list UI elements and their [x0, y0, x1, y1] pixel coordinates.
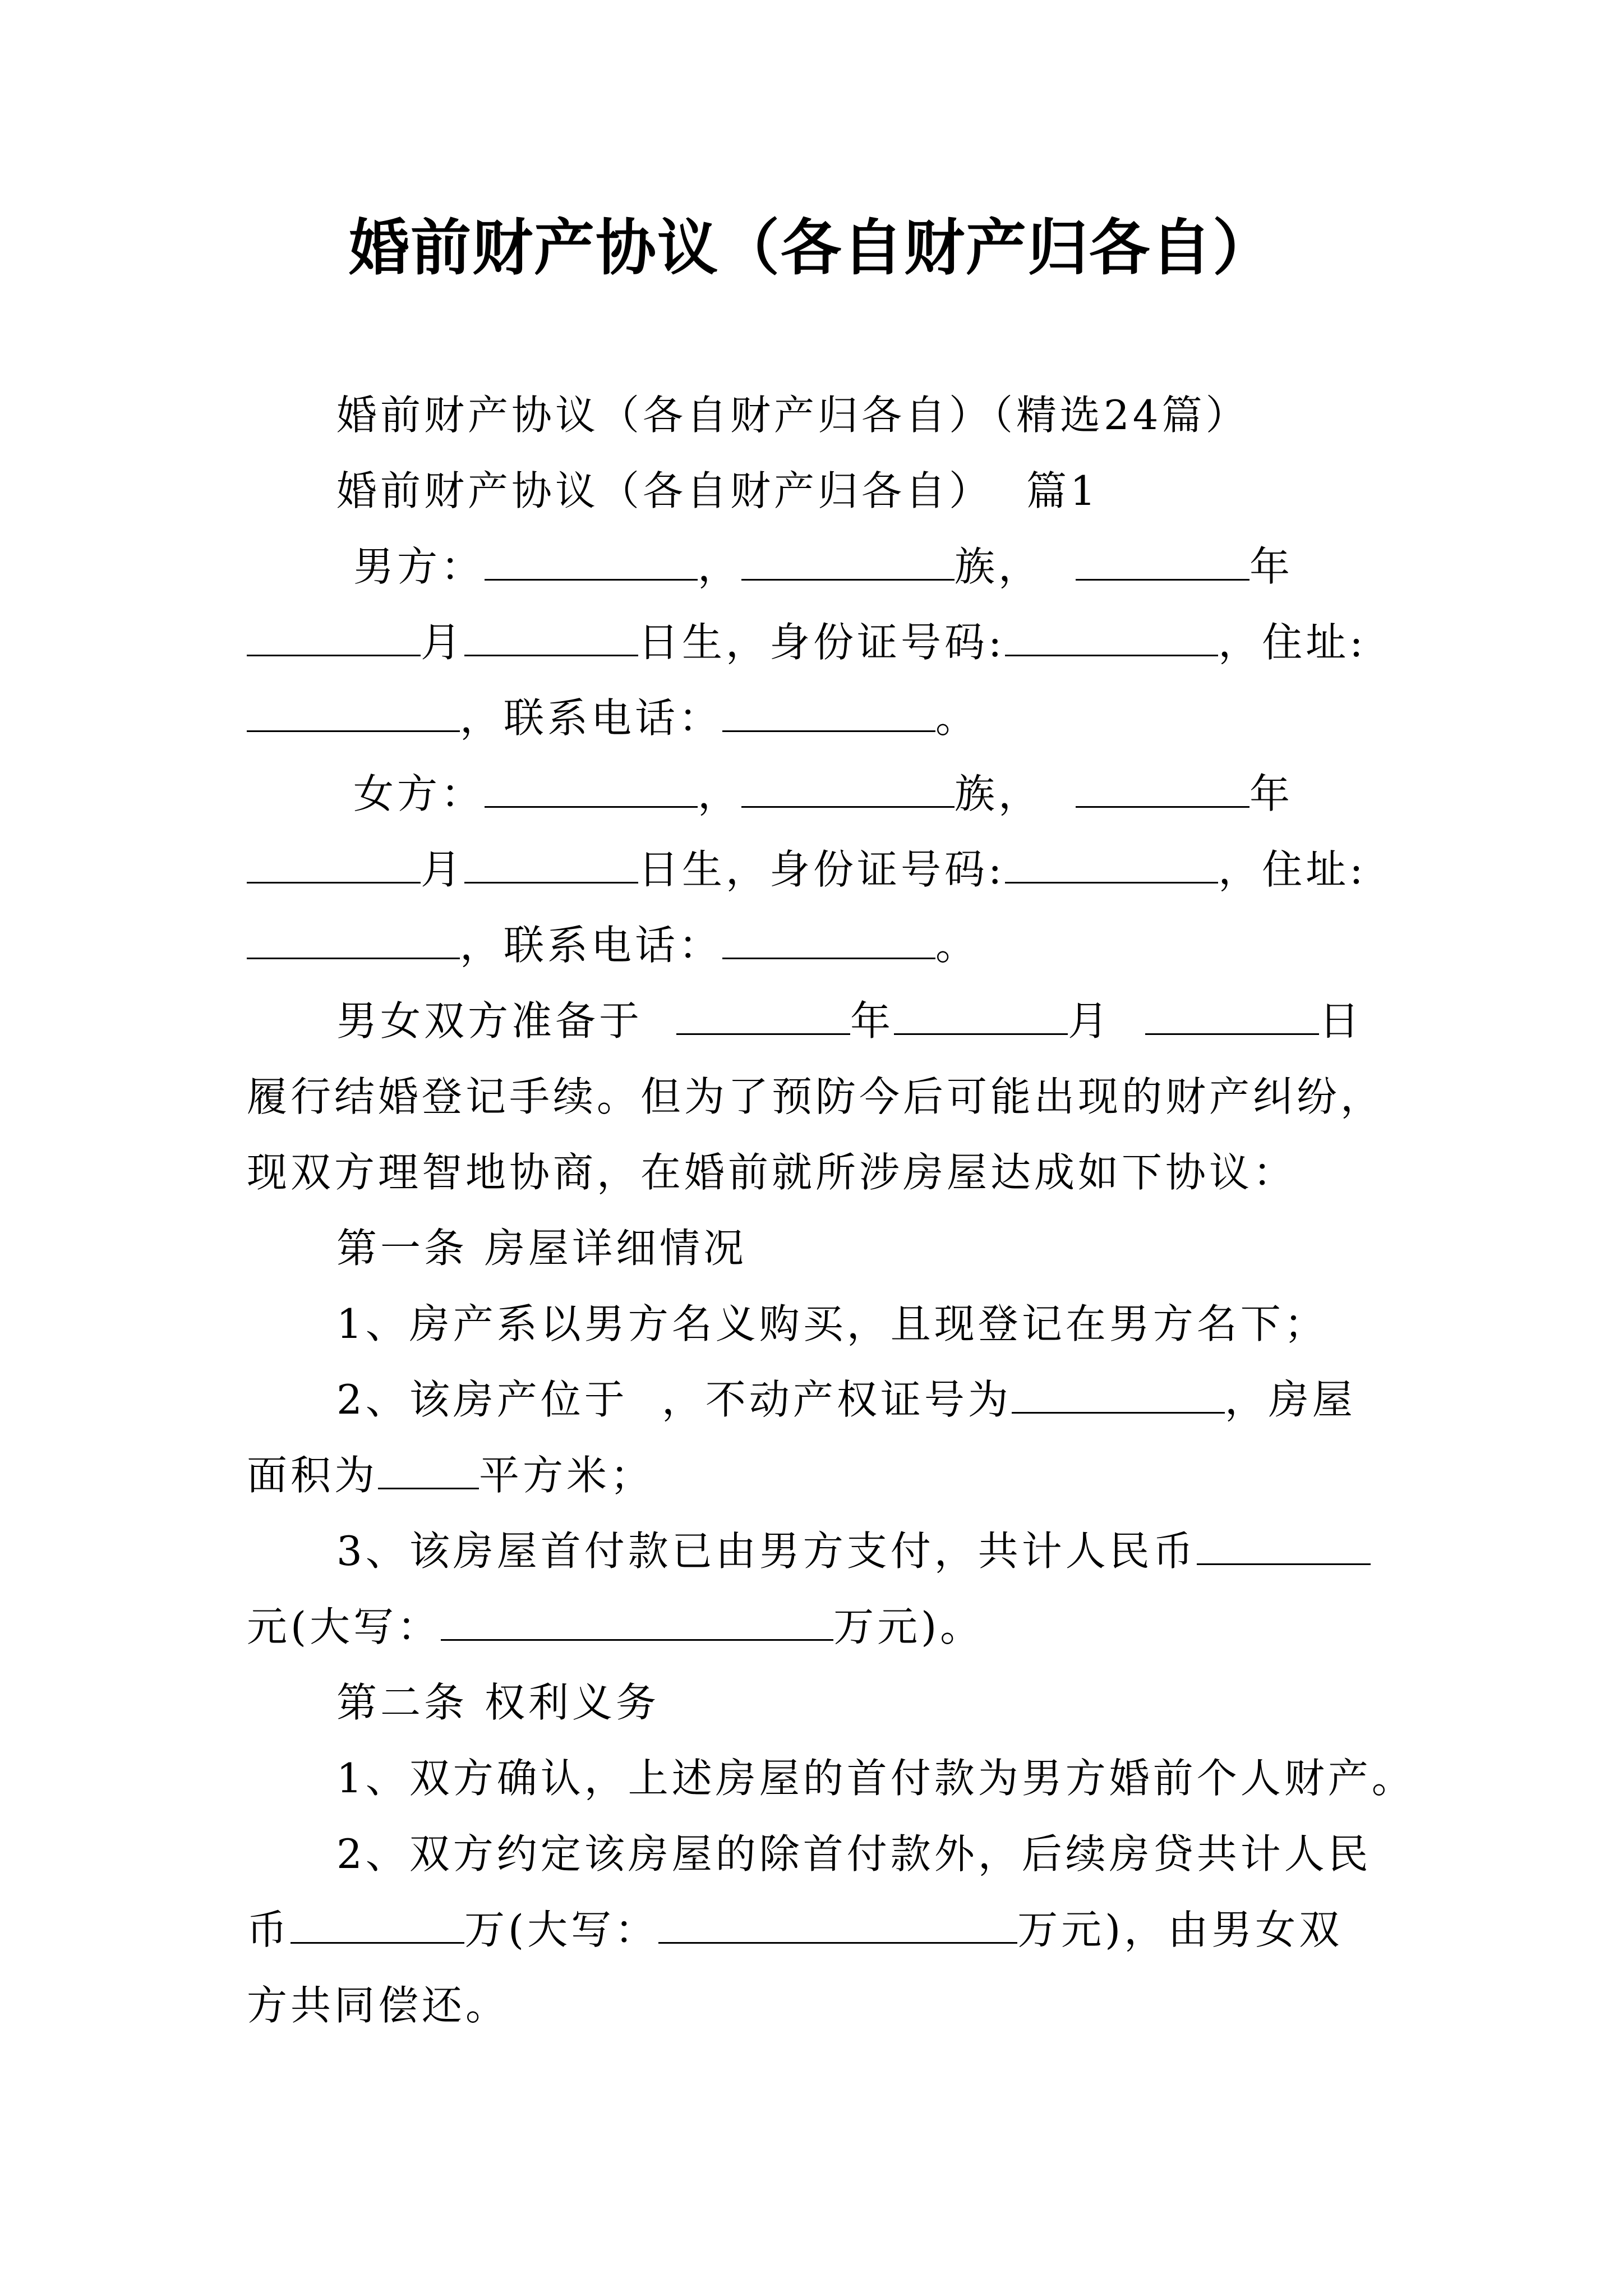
- male-year-blank: [1076, 544, 1249, 581]
- male-year-label: 年: [1249, 543, 1294, 590]
- female-year-label: 年: [1249, 770, 1294, 817]
- male-ethnic-blank: [741, 544, 955, 581]
- comma: ，: [698, 543, 742, 590]
- article-1-item-2-line-2: [247, 1447, 654, 1503]
- intro-year-label: 年: [850, 997, 895, 1045]
- female-phone-blank: [722, 923, 935, 959]
- loan-capital-label: 万(大写：: [464, 1906, 659, 1953]
- down-payment-label: 3、该房屋首付款已由男方支付，共计人民币: [336, 1527, 1197, 1575]
- loan-capital-blank: [658, 1907, 1017, 1944]
- area-unit: 平方米；: [479, 1452, 654, 1499]
- female-line-2: [247, 841, 1367, 898]
- female-label: 女方：: [353, 770, 485, 817]
- female-phone-label: ，联系电话：: [460, 922, 723, 969]
- intro-line-3: 现双方理智地协商，在婚前就所涉房屋达成如下协议：: [247, 1149, 1297, 1196]
- loan-amount-blank: [291, 1907, 464, 1944]
- period: 。: [935, 922, 980, 969]
- female-line-3: [247, 917, 979, 973]
- article-1-item-2-line-1: [336, 1372, 1356, 1428]
- document-title: 婚前财产协议（各自财产归各自）: [348, 213, 1274, 283]
- subtitle: 婚前财产协议（各自财产归各自）（精选24篇）: [336, 392, 1249, 439]
- article-2-item-1: 1、双方确认，上述房屋的首付款为男方婚前个人财产。: [336, 1755, 1415, 1802]
- male-line-2: [247, 614, 1367, 670]
- male-label: 男方：: [353, 543, 485, 590]
- intro-line-2: 履行结婚登记手续。但为了预防今后可能出现的财产纠纷，: [247, 1073, 1385, 1120]
- article-2-item-2-line-1: 2、双方约定该房屋的除首付款外，后续房贷共计人民: [336, 1830, 1372, 1878]
- item-2-cert-label: ，不动产权证号为: [661, 1376, 1012, 1423]
- male-address-label: ，住址:: [1218, 619, 1367, 666]
- male-line-3: [247, 690, 979, 746]
- female-month-blank: [247, 847, 421, 884]
- female-address-blank: [247, 923, 460, 959]
- capital-amount-label: 元(大写：: [247, 1603, 441, 1650]
- article-1-item-3-line-1: [336, 1523, 1371, 1579]
- female-id-blank: [1005, 847, 1218, 884]
- male-ethnic-label: 族，: [955, 543, 1043, 590]
- intro-day-blank: [1145, 999, 1319, 1035]
- down-payment-blank: [1197, 1529, 1371, 1565]
- female-line-1: [353, 766, 1293, 822]
- female-address-label: ，住址:: [1218, 846, 1367, 893]
- area-label: 面积为: [247, 1452, 379, 1499]
- male-address-blank: [247, 696, 460, 732]
- loan-capital-unit: 万元)，由男女双: [1017, 1906, 1343, 1953]
- female-month-label: 月: [421, 846, 465, 893]
- article-1-title: 房屋详细情况: [485, 1225, 748, 1272]
- male-month-label: 月: [421, 619, 465, 666]
- article-2-heading: [336, 1674, 660, 1731]
- female-day-blank: [464, 847, 638, 884]
- male-phone-label: ，联系电话：: [460, 694, 723, 742]
- intro-line-1: [336, 993, 1363, 1049]
- article-1-item-3-line-2: [247, 1599, 984, 1655]
- article-1-number: 第一条: [336, 1225, 468, 1272]
- section-heading: [336, 463, 1099, 519]
- female-born-label: 日生，身份证号码:: [638, 846, 1006, 893]
- area-blank: [378, 1453, 479, 1489]
- female-ethnic-label: 族，: [955, 770, 1043, 817]
- currency-label: 币: [247, 1906, 291, 1953]
- intro-month-blank: [894, 999, 1068, 1035]
- item-2-location-label: 2、该房产位于: [336, 1376, 628, 1423]
- intro-prefix: 男女双方准备于: [336, 997, 643, 1045]
- male-name-blank: [485, 544, 698, 581]
- article-1-heading: [336, 1220, 747, 1276]
- article-1-item-1: 1、房产系以男方名义购买，且现登记在男方名下；: [336, 1300, 1328, 1347]
- article-2-item-2-line-2: [247, 1902, 1343, 1958]
- male-month-blank: [247, 620, 421, 656]
- male-born-label: 日生，身份证号码:: [638, 619, 1006, 666]
- article-2-title: 权利义务: [485, 1679, 660, 1726]
- male-phone-blank: [722, 696, 935, 732]
- article-2-item-2-line-3: 方共同偿还。: [247, 1982, 510, 2029]
- property-cert-blank: [1012, 1377, 1225, 1414]
- comma: ，: [698, 770, 742, 817]
- male-day-blank: [464, 620, 638, 656]
- item-2-house-label: ，房屋: [1224, 1376, 1356, 1423]
- section-heading-text: 婚前财产协议（各自财产归各自）: [336, 467, 993, 514]
- male-id-blank: [1005, 620, 1218, 656]
- intro-year-blank: [676, 999, 850, 1035]
- female-year-blank: [1076, 771, 1249, 808]
- female-ethnic-blank: [741, 771, 955, 808]
- intro-day-label: 日: [1319, 997, 1363, 1045]
- period: 。: [935, 694, 980, 742]
- section-number: 篇1: [1026, 467, 1099, 514]
- male-line-1: [353, 539, 1293, 595]
- capital-amount-unit: 万元)。: [833, 1603, 984, 1650]
- capital-amount-blank: [441, 1604, 833, 1641]
- article-2-number: 第二条: [336, 1679, 468, 1726]
- female-name-blank: [485, 771, 698, 808]
- intro-month-label: 月: [1068, 997, 1112, 1045]
